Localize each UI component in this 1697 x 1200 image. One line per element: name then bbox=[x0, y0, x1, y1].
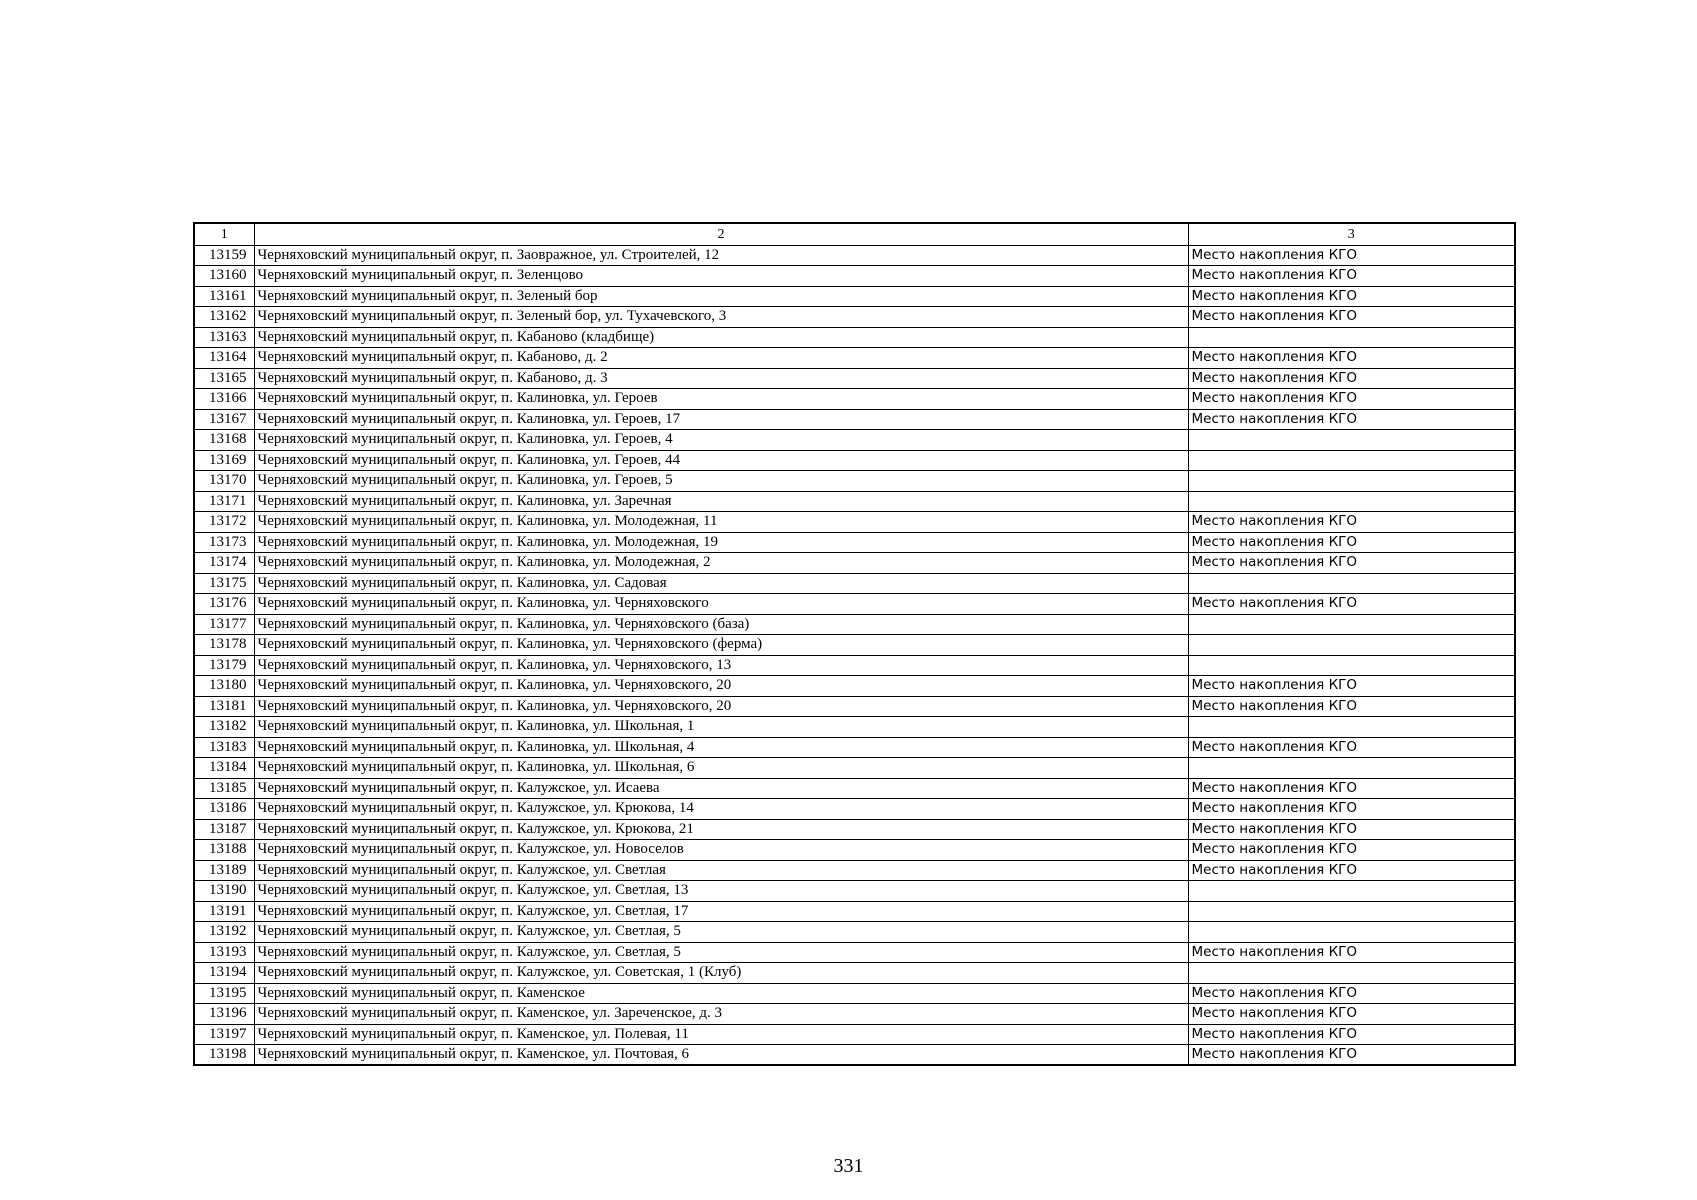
row-type-cell bbox=[1188, 573, 1515, 594]
row-type-cell: Место накопления КГО bbox=[1188, 860, 1515, 881]
table-row bbox=[194, 594, 1515, 615]
row-type-cell: Место накопления КГО bbox=[1188, 532, 1515, 553]
row-address-cell: Черняховский муниципальный округ, п. Калужское, ул. Светлая, 17 bbox=[254, 901, 1188, 922]
table-row bbox=[194, 635, 1515, 656]
row-type-cell: Место накопления КГО bbox=[1188, 368, 1515, 389]
row-number-cell: 13195 bbox=[194, 983, 254, 1004]
row-type-cell: Место накопления КГО bbox=[1188, 409, 1515, 430]
row-number-cell: 13163 bbox=[194, 327, 254, 348]
row-address-cell: Черняховский муниципальный округ, п. Калиновка, ул. Школьная, 4 bbox=[254, 737, 1188, 758]
row-number-cell: 13189 bbox=[194, 860, 254, 881]
row-address-cell: Черняховский муниципальный округ, п. Каменское, ул. Почтовая, 6 bbox=[254, 1045, 1188, 1066]
table-row bbox=[194, 676, 1515, 697]
table-row bbox=[194, 368, 1515, 389]
row-address-cell: Черняховский муниципальный округ, п. Калиновка, ул. Героев, 17 bbox=[254, 409, 1188, 430]
column-header-number: 1 bbox=[194, 223, 254, 245]
row-number-cell: 13178 bbox=[194, 635, 254, 656]
row-address-cell: Черняховский муниципальный округ, п. Калиновка, ул. Молодежная, 19 bbox=[254, 532, 1188, 553]
row-address-cell: Черняховский муниципальный округ, п. Калужское, ул. Светлая, 5 bbox=[254, 922, 1188, 943]
table-row bbox=[194, 266, 1515, 287]
row-number-cell: 13160 bbox=[194, 266, 254, 287]
row-type-cell bbox=[1188, 881, 1515, 902]
table-row bbox=[194, 471, 1515, 492]
registry-table-body bbox=[194, 223, 1515, 1065]
row-type-cell: Место накопления КГО bbox=[1188, 286, 1515, 307]
row-type-cell: Место накопления КГО bbox=[1188, 1024, 1515, 1045]
row-number-cell: 13182 bbox=[194, 717, 254, 738]
table-row bbox=[194, 512, 1515, 533]
row-address-cell: Черняховский муниципальный округ, п. Кабаново (кладбище) bbox=[254, 327, 1188, 348]
row-address-cell: Черняховский муниципальный округ, п. Калиновка, ул. Школьная, 1 bbox=[254, 717, 1188, 738]
table-row bbox=[194, 901, 1515, 922]
table-row bbox=[194, 737, 1515, 758]
row-type-cell: Место накопления КГО bbox=[1188, 348, 1515, 369]
row-number-cell: 13198 bbox=[194, 1045, 254, 1066]
row-address-cell: Черняховский муниципальный округ, п. Калиновка, ул. Молодежная, 11 bbox=[254, 512, 1188, 533]
table-row bbox=[194, 696, 1515, 717]
row-address-cell: Черняховский муниципальный округ, п. Калужское, ул. Светлая bbox=[254, 860, 1188, 881]
row-address-cell: Черняховский муниципальный округ, п. Калиновка, ул. Школьная, 6 bbox=[254, 758, 1188, 779]
row-type-cell bbox=[1188, 922, 1515, 943]
registry-table bbox=[193, 222, 1516, 1066]
table-row bbox=[194, 430, 1515, 451]
table-row bbox=[194, 450, 1515, 471]
row-number-cell: 13190 bbox=[194, 881, 254, 902]
row-number-cell: 13161 bbox=[194, 286, 254, 307]
row-number-cell: 13184 bbox=[194, 758, 254, 779]
row-address-cell: Черняховский муниципальный округ, п. Калиновка, ул. Заречная bbox=[254, 491, 1188, 512]
row-number-cell: 13193 bbox=[194, 942, 254, 963]
table-row bbox=[194, 881, 1515, 902]
row-address-cell: Черняховский муниципальный округ, п. Кабаново, д. 2 bbox=[254, 348, 1188, 369]
row-address-cell: Черняховский муниципальный округ, п. Зеленый бор bbox=[254, 286, 1188, 307]
row-number-cell: 13179 bbox=[194, 655, 254, 676]
table-row bbox=[194, 614, 1515, 635]
row-number-cell: 13171 bbox=[194, 491, 254, 512]
row-number-cell: 13165 bbox=[194, 368, 254, 389]
row-number-cell: 13183 bbox=[194, 737, 254, 758]
row-type-cell bbox=[1188, 963, 1515, 984]
row-address-cell: Черняховский муниципальный округ, п. Калиновка, ул. Черняховского (база) bbox=[254, 614, 1188, 635]
table-row bbox=[194, 778, 1515, 799]
row-type-cell: Место накопления КГО bbox=[1188, 1004, 1515, 1025]
row-type-cell: Место накопления КГО bbox=[1188, 553, 1515, 574]
table-row bbox=[194, 1004, 1515, 1025]
row-type-cell bbox=[1188, 491, 1515, 512]
table-row bbox=[194, 286, 1515, 307]
row-number-cell: 13169 bbox=[194, 450, 254, 471]
column-header-address: 2 bbox=[254, 223, 1188, 245]
row-address-cell: Черняховский муниципальный округ, п. Калужское, ул. Исаева bbox=[254, 778, 1188, 799]
row-address-cell: Черняховский муниципальный округ, п. Калужское, ул. Крюкова, 21 bbox=[254, 819, 1188, 840]
row-number-cell: 13197 bbox=[194, 1024, 254, 1045]
page-number: 331 bbox=[833, 1155, 864, 1177]
table-row bbox=[194, 532, 1515, 553]
table-row bbox=[194, 799, 1515, 820]
row-address-cell: Черняховский муниципальный округ, п. Заовражное, ул. Строителей, 12 bbox=[254, 245, 1188, 266]
row-number-cell: 13185 bbox=[194, 778, 254, 799]
table-row bbox=[194, 245, 1515, 266]
row-number-cell: 13172 bbox=[194, 512, 254, 533]
row-number-cell: 13162 bbox=[194, 307, 254, 328]
row-address-cell: Черняховский муниципальный округ, п. Калиновка, ул. Героев, 4 bbox=[254, 430, 1188, 451]
row-number-cell: 13186 bbox=[194, 799, 254, 820]
row-number-cell: 13194 bbox=[194, 963, 254, 984]
row-type-cell: Место накопления КГО bbox=[1188, 389, 1515, 410]
row-address-cell: Черняховский муниципальный округ, п. Кабаново, д. 3 bbox=[254, 368, 1188, 389]
row-type-cell bbox=[1188, 327, 1515, 348]
row-number-cell: 13177 bbox=[194, 614, 254, 635]
row-number-cell: 13181 bbox=[194, 696, 254, 717]
row-address-cell: Черняховский муниципальный округ, п. Калиновка, ул. Черняховского, 20 bbox=[254, 676, 1188, 697]
row-number-cell: 13196 bbox=[194, 1004, 254, 1025]
row-address-cell: Черняховский муниципальный округ, п. Каменское bbox=[254, 983, 1188, 1004]
row-number-cell: 13167 bbox=[194, 409, 254, 430]
row-type-cell bbox=[1188, 758, 1515, 779]
column-header-type: 3 bbox=[1188, 223, 1515, 245]
row-number-cell: 13176 bbox=[194, 594, 254, 615]
row-address-cell: Черняховский муниципальный округ, п. Калиновка, ул. Героев bbox=[254, 389, 1188, 410]
row-type-cell: Место накопления КГО bbox=[1188, 840, 1515, 861]
table-row bbox=[194, 860, 1515, 881]
table-row bbox=[194, 963, 1515, 984]
row-address-cell: Черняховский муниципальный округ, п. Калиновка, ул. Черняховского, 13 bbox=[254, 655, 1188, 676]
row-address-cell: Черняховский муниципальный округ, п. Зеленый бор, ул. Тухачевского, 3 bbox=[254, 307, 1188, 328]
row-number-cell: 13175 bbox=[194, 573, 254, 594]
row-type-cell: Место накопления КГО bbox=[1188, 737, 1515, 758]
row-type-cell bbox=[1188, 430, 1515, 451]
row-address-cell: Черняховский муниципальный округ, п. Каменское, ул. Зареченское, д. 3 bbox=[254, 1004, 1188, 1025]
row-address-cell: Черняховский муниципальный округ, п. Калиновка, ул. Героев, 5 bbox=[254, 471, 1188, 492]
row-number-cell: 13159 bbox=[194, 245, 254, 266]
table-row bbox=[194, 491, 1515, 512]
row-number-cell: 13192 bbox=[194, 922, 254, 943]
row-type-cell: Место накопления КГО bbox=[1188, 942, 1515, 963]
row-address-cell: Черняховский муниципальный округ, п. Калиновка, ул. Черняховского (ферма) bbox=[254, 635, 1188, 656]
row-type-cell bbox=[1188, 635, 1515, 656]
row-number-cell: 13166 bbox=[194, 389, 254, 410]
row-type-cell: Место накопления КГО bbox=[1188, 594, 1515, 615]
table-header-row bbox=[194, 223, 1515, 245]
row-type-cell bbox=[1188, 450, 1515, 471]
row-number-cell: 13164 bbox=[194, 348, 254, 369]
row-type-cell bbox=[1188, 901, 1515, 922]
row-type-cell: Место накопления КГО bbox=[1188, 778, 1515, 799]
row-type-cell: Место накопления КГО bbox=[1188, 983, 1515, 1004]
row-address-cell: Черняховский муниципальный округ, п. Калужское, ул. Крюкова, 14 bbox=[254, 799, 1188, 820]
row-type-cell bbox=[1188, 471, 1515, 492]
row-type-cell: Место накопления КГО bbox=[1188, 512, 1515, 533]
table-row bbox=[194, 983, 1515, 1004]
table-row bbox=[194, 655, 1515, 676]
row-address-cell: Черняховский муниципальный округ, п. Калужское, ул. Светлая, 5 bbox=[254, 942, 1188, 963]
row-number-cell: 13173 bbox=[194, 532, 254, 553]
row-number-cell: 13191 bbox=[194, 901, 254, 922]
table-row bbox=[194, 922, 1515, 943]
row-address-cell: Черняховский муниципальный округ, п. Калужское, ул. Светлая, 13 bbox=[254, 881, 1188, 902]
row-type-cell: Место накопления КГО bbox=[1188, 307, 1515, 328]
row-type-cell: Место накопления КГО bbox=[1188, 266, 1515, 287]
row-type-cell: Место накопления КГО bbox=[1188, 1045, 1515, 1066]
table-row bbox=[194, 1024, 1515, 1045]
table-row bbox=[194, 840, 1515, 861]
registry-sheet bbox=[193, 222, 1514, 1066]
table-row bbox=[194, 348, 1515, 369]
row-type-cell bbox=[1188, 655, 1515, 676]
table-row bbox=[194, 327, 1515, 348]
row-number-cell: 13168 bbox=[194, 430, 254, 451]
row-address-cell: Черняховский муниципальный округ, п. Калиновка, ул. Черняховского, 20 bbox=[254, 696, 1188, 717]
row-number-cell: 13170 bbox=[194, 471, 254, 492]
row-address-cell: Черняховский муниципальный округ, п. Калиновка, ул. Молодежная, 2 bbox=[254, 553, 1188, 574]
row-address-cell: Черняховский муниципальный округ, п. Зеленцово bbox=[254, 266, 1188, 287]
row-type-cell: Место накопления КГО bbox=[1188, 799, 1515, 820]
row-address-cell: Черняховский муниципальный округ, п. Калиновка, ул. Садовая bbox=[254, 573, 1188, 594]
table-row bbox=[194, 942, 1515, 963]
row-address-cell: Черняховский муниципальный округ, п. Калиновка, ул. Черняховского bbox=[254, 594, 1188, 615]
table-row bbox=[194, 1045, 1515, 1066]
table-row bbox=[194, 553, 1515, 574]
row-type-cell: Место накопления КГО bbox=[1188, 819, 1515, 840]
table-row bbox=[194, 573, 1515, 594]
row-number-cell: 13188 bbox=[194, 840, 254, 861]
row-type-cell bbox=[1188, 717, 1515, 738]
table-row bbox=[194, 389, 1515, 410]
row-address-cell: Черняховский муниципальный округ, п. Каменское, ул. Полевая, 11 bbox=[254, 1024, 1188, 1045]
row-number-cell: 13187 bbox=[194, 819, 254, 840]
row-type-cell: Место накопления КГО bbox=[1188, 245, 1515, 266]
table-row bbox=[194, 307, 1515, 328]
table-row bbox=[194, 717, 1515, 738]
row-number-cell: 13174 bbox=[194, 553, 254, 574]
row-address-cell: Черняховский муниципальный округ, п. Калужское, ул. Новоселов bbox=[254, 840, 1188, 861]
row-type-cell: Место накопления КГО bbox=[1188, 676, 1515, 697]
row-type-cell bbox=[1188, 614, 1515, 635]
table-row bbox=[194, 819, 1515, 840]
table-row bbox=[194, 758, 1515, 779]
row-address-cell: Черняховский муниципальный округ, п. Калиновка, ул. Героев, 44 bbox=[254, 450, 1188, 471]
row-address-cell: Черняховский муниципальный округ, п. Калужское, ул. Советская, 1 (Клуб) bbox=[254, 963, 1188, 984]
table-row bbox=[194, 409, 1515, 430]
row-number-cell: 13180 bbox=[194, 676, 254, 697]
row-type-cell: Место накопления КГО bbox=[1188, 696, 1515, 717]
